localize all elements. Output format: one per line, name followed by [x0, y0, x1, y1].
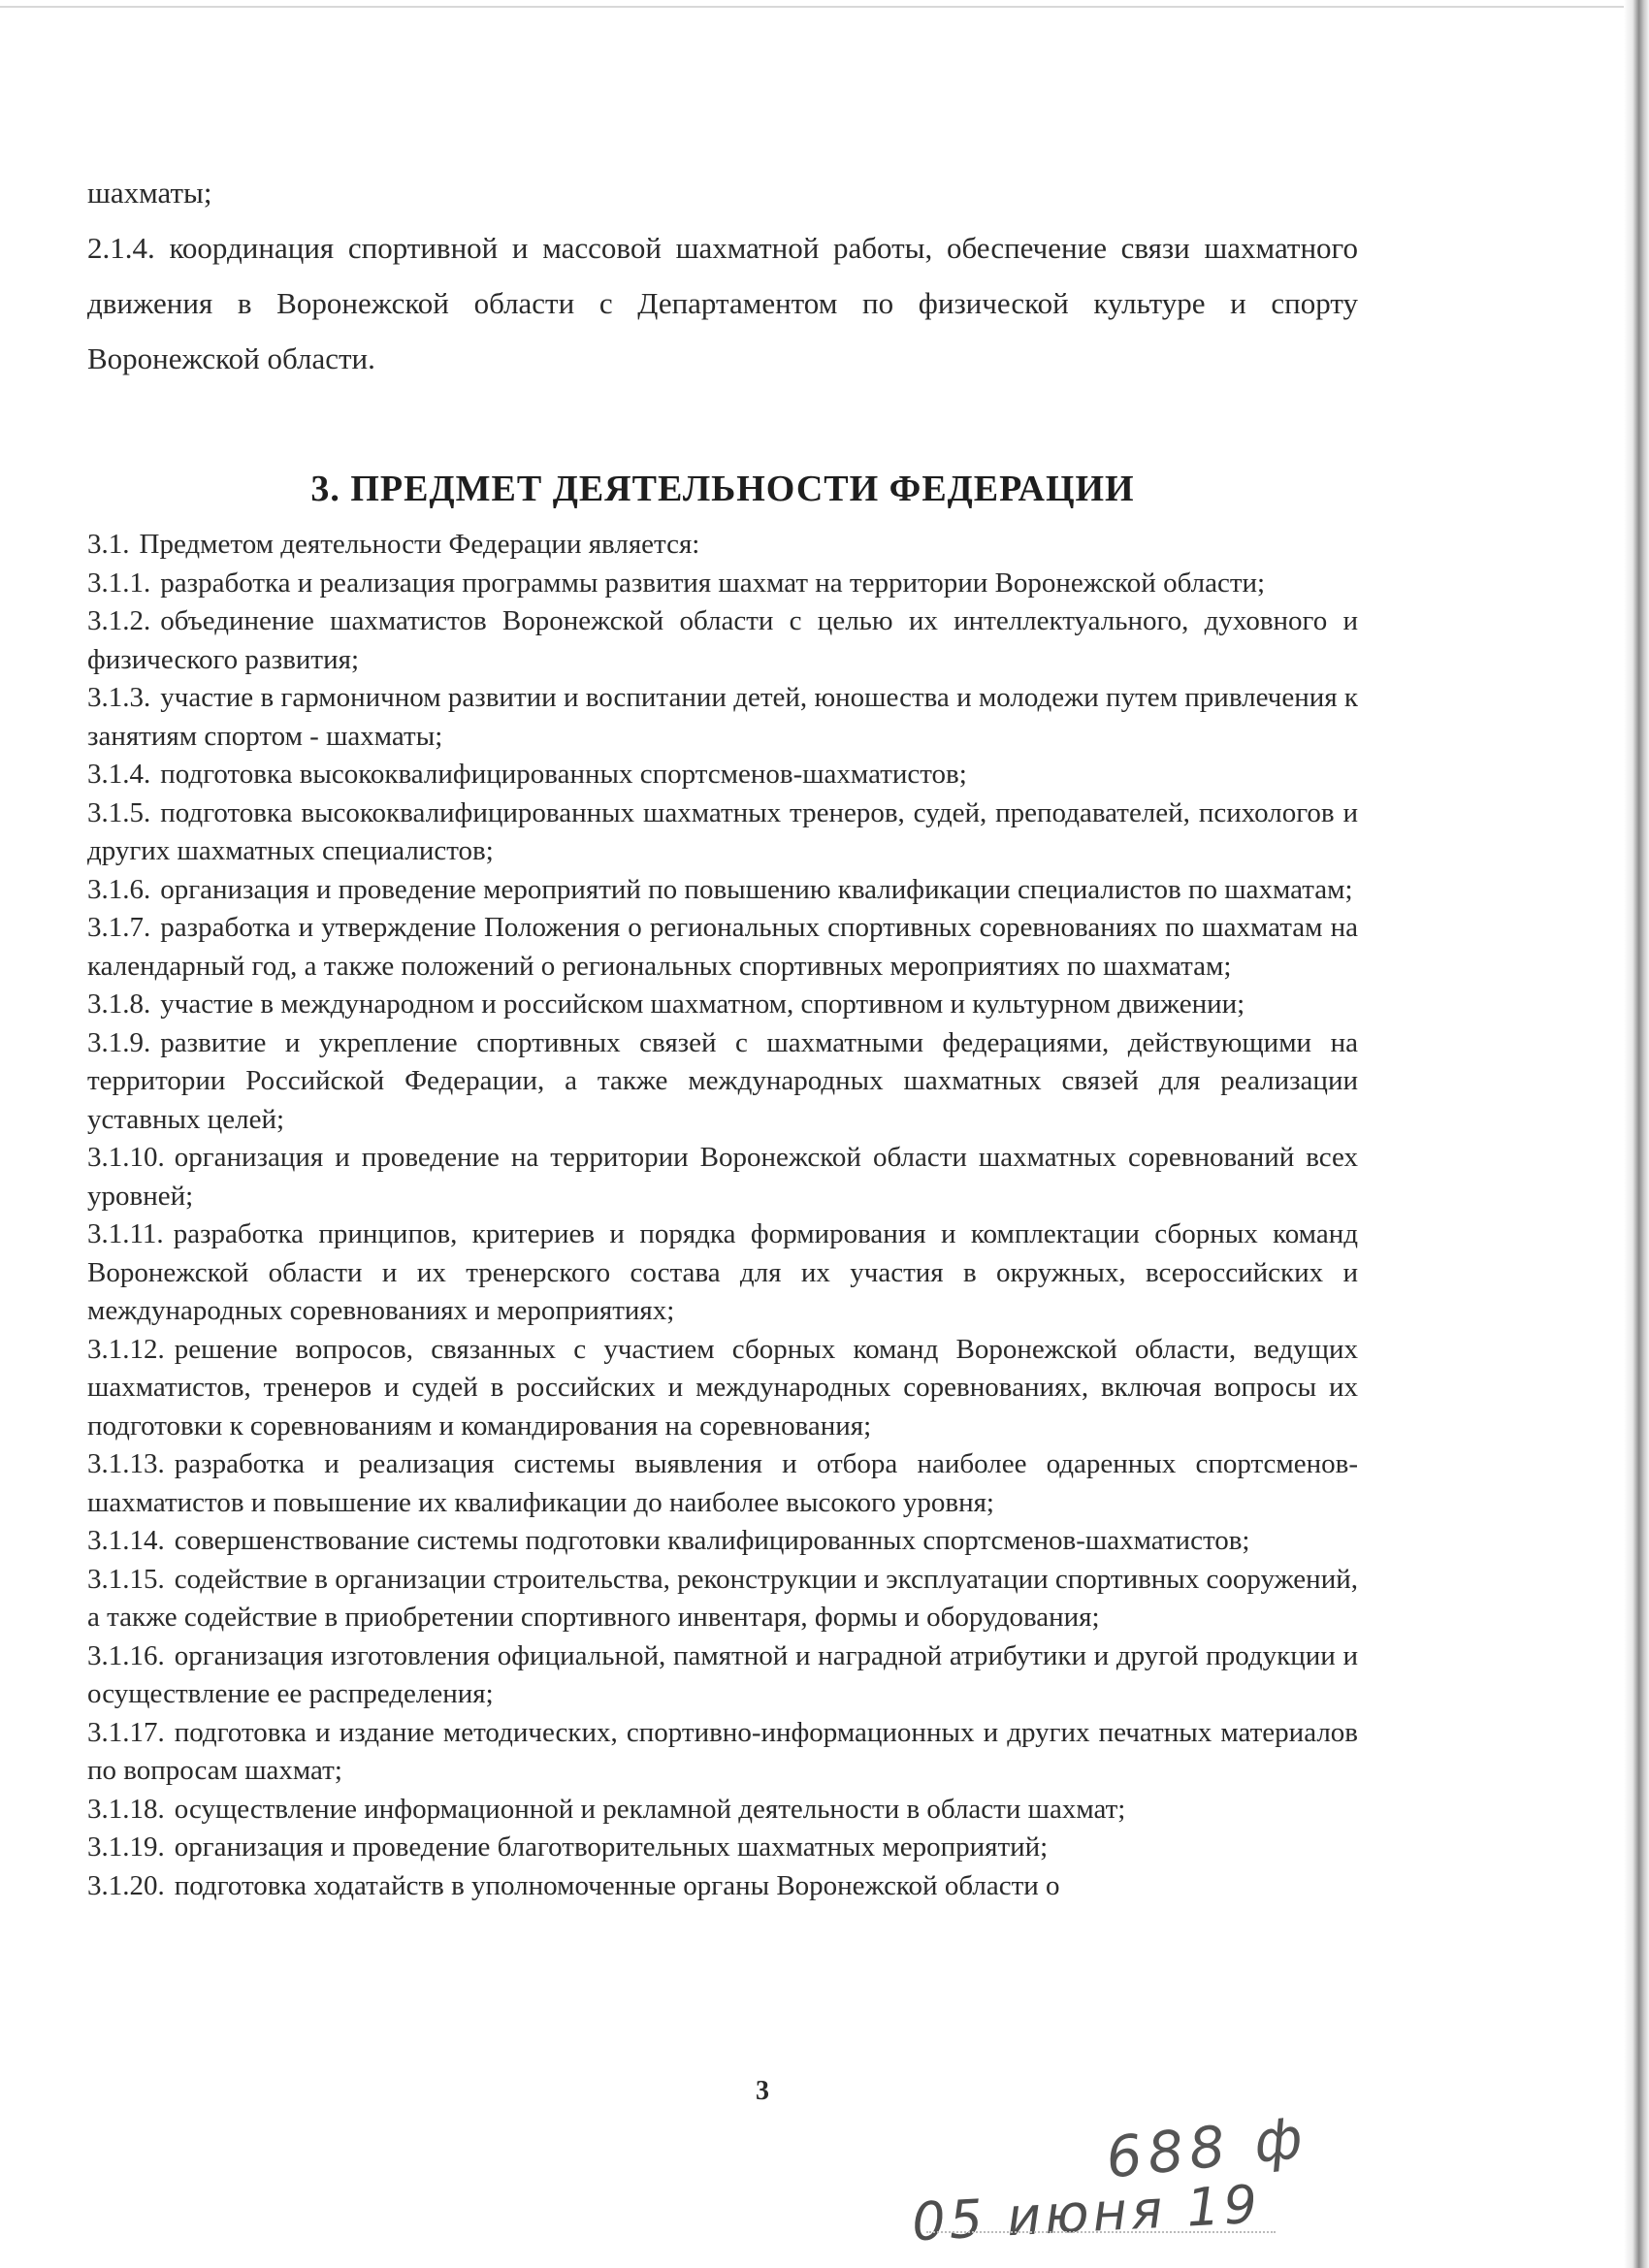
handwritten-registration-number: 688 ф	[1103, 2104, 1311, 2191]
item-number: 3.1.15.	[87, 1563, 165, 1595]
item-text: разработка и утверждение Положения о региональных спортивных соревнованиях по шахматам на календарный год, а также положений о региональных спортивных мероприятиях по шахматам;	[87, 912, 1358, 982]
list-item	[87, 1522, 1358, 1561]
intro-line: шахматы;	[87, 176, 212, 210]
item-number: 3.1.13.	[87, 1448, 165, 1479]
list-item	[87, 1561, 1358, 1637]
item-number: 3.1.10.	[87, 1142, 165, 1173]
items-list	[87, 526, 1358, 1905]
item-text: совершенствование системы подготовки квалифицированных спортсменов-шахматистов;	[174, 1525, 1250, 1556]
item-number: 3.1.2.	[87, 605, 151, 636]
list-item	[87, 1714, 1358, 1791]
list-item	[87, 1445, 1358, 1522]
list-item	[87, 1791, 1358, 1830]
list-item	[87, 1024, 1358, 1140]
item-text: развитие и укрепление спортивных связей с шахматными федерациями, действующими на территории Российской Федерации, а также международных шахматных связей для реализации уставных целей;	[87, 1026, 1358, 1135]
item-number: 3.1.6.	[87, 873, 151, 905]
item-text: объединение шахматистов Воронежской области с целью их интеллектуального, духовного и физического развития;	[87, 605, 1358, 675]
item-text: координация спортивной и массовой шахматной работы, обеспечение связи шахматного движения в Воронежской области с Департаментом по физической культуре и спорту Воронежской области.	[87, 231, 1358, 375]
list-item	[87, 1867, 1358, 1906]
handwritten-registration-date: 05 июня 19	[910, 2173, 1263, 2253]
intro-item	[87, 220, 1358, 386]
list-item	[87, 794, 1358, 871]
item-text: подготовка высококвалифицированных шахматных тренеров, судей, преподавателей, психологов и других шахматных специалистов;	[87, 796, 1358, 866]
item-text: подготовка высококвалифицированных спортсменов-шахматистов;	[160, 759, 967, 790]
item-text: организация и проведение мероприятий по повышению квалификации специалистов по шахматам;	[160, 873, 1353, 905]
item-text: подготовка ходатайств в уполномоченные органы Воронежской области о	[174, 1869, 1060, 1901]
item-number: 3.1.8.	[87, 988, 151, 1020]
item-number: 3.1.7.	[87, 912, 151, 943]
item-text: организация и проведение на территории Воронежской области шахматных соревнований всех уровней;	[87, 1142, 1358, 1212]
list-item	[87, 986, 1358, 1024]
item-text: участие в гармоничном развитии и воспитании детей, юношества и молодежи путем привлечения к занятиям спортом - шахматы;	[87, 682, 1358, 752]
list-item	[87, 602, 1358, 679]
list-item	[87, 565, 1358, 603]
list-item	[87, 909, 1358, 986]
item-number: 3.1.17.	[87, 1716, 165, 1748]
section-title: 3. ПРЕДМЕТ ДЕЯТЕЛЬНОСТИ ФЕДЕРАЦИИ	[310, 469, 1135, 509]
item-number: 3.1.18.	[87, 1793, 165, 1825]
item-text: решение вопросов, связанных с участием сборных команд Воронежской области, ведущих шахматистов, тренеров и судей в российских и международных соревнованиях, включая вопросы их подготовки к соревнованиям и командирования на соревнования;	[87, 1333, 1358, 1442]
item-text: содействие в организации строительства, реконструкции и эксплуатации спортивных сооружений, а также содействие в приобретении спортивного инвентаря, формы и оборудования;	[87, 1563, 1358, 1633]
item-number: 3.1.19.	[87, 1831, 165, 1863]
item-text: разработка и реализация системы выявления и отбора наиболее одаренных спортсменов-шахматистов и повышение их квалификации до наиболее высокого уровня;	[87, 1448, 1358, 1518]
intro-block	[87, 165, 1358, 386]
list-item	[87, 526, 1358, 565]
list-item	[87, 1829, 1358, 1867]
item-text: Предметом деятельности Федерации является:	[139, 529, 700, 560]
list-item	[87, 1139, 1358, 1215]
page-number: 3	[756, 2076, 769, 2106]
list-item	[87, 1331, 1358, 1446]
item-text: участие в международном и российском шахматном, спортивном и культурном движении;	[160, 988, 1245, 1020]
item-number: 3.1.16.	[87, 1639, 165, 1671]
list-item	[87, 1637, 1358, 1714]
item-number: 3.1.12.	[87, 1333, 165, 1365]
scan-right-edge	[1624, 0, 1649, 2268]
item-text: подготовка и издание методических, спортивно-информационных и других печатных материалов по вопросам шахмат;	[87, 1716, 1358, 1786]
scan-top-edge	[0, 6, 1630, 8]
stamp-underline	[926, 2231, 1276, 2235]
item-number: 3.1.11.	[87, 1218, 164, 1249]
item-text: разработка принципов, критериев и порядка формирования и комплектации сборных команд Воронежской области и их тренерского состава для их участия в окружных, всероссийских и международных соревнованиях и мероприятиях;	[87, 1218, 1358, 1326]
item-number: 3.1.1.	[87, 567, 151, 599]
item-text: организация изготовления официальной, памятной и наградной атрибутики и другой продукции и осуществление ее распределения;	[87, 1639, 1358, 1709]
item-number: 3.1.3.	[87, 682, 151, 713]
list-item	[87, 756, 1358, 794]
item-text: осуществление информационной и рекламной деятельности в области шахмат;	[174, 1793, 1126, 1825]
list-item	[87, 1215, 1358, 1331]
item-number: 3.1.5.	[87, 796, 151, 828]
item-text: разработка и реализация программы развития шахмат на территории Воронежской области;	[160, 567, 1266, 599]
item-number: 3.1.	[87, 529, 130, 560]
item-number: 3.1.14.	[87, 1525, 165, 1556]
list-item	[87, 871, 1358, 910]
item-number: 2.1.4.	[87, 231, 155, 265]
item-number: 3.1.4.	[87, 759, 151, 790]
item-number: 3.1.9.	[87, 1026, 151, 1058]
item-text: организация и проведение благотворительных шахматных мероприятий;	[174, 1831, 1049, 1863]
list-item	[87, 679, 1358, 756]
item-number: 3.1.20.	[87, 1869, 165, 1901]
